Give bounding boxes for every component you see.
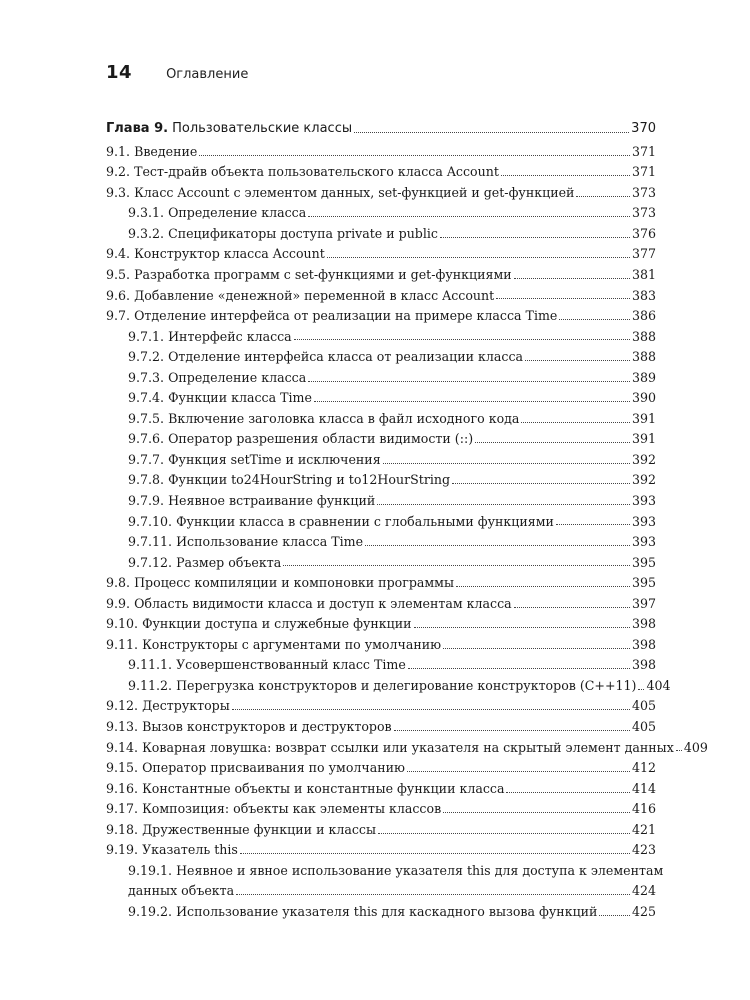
toc-entry-text: Указатель this xyxy=(142,842,238,858)
toc-entry-multiline[interactable] xyxy=(106,860,664,899)
page-header xyxy=(106,62,248,83)
toc-entry-text: Разработка программ с set-функциями и get-функциями xyxy=(134,266,512,282)
toc-entry-text: Функции доступа и служебные функции xyxy=(142,616,412,632)
dot-leader xyxy=(199,155,630,156)
toc-page-number: 395 xyxy=(631,575,656,591)
toc-page-number: 425 xyxy=(631,903,656,919)
page-number: 14 xyxy=(106,62,133,83)
toc-entry-text: Конструкторы с аргументами по умолчанию xyxy=(142,636,442,652)
toc-page-number: 393 xyxy=(631,534,656,550)
toc-entry-label: 9.3. xyxy=(106,184,131,200)
toc-entry[interactable] xyxy=(106,282,656,303)
dot-leader xyxy=(514,278,630,279)
dot-leader xyxy=(556,524,630,525)
toc-entry-label: 9.7.1. xyxy=(128,328,165,344)
toc-entry-label: 9.19.2. xyxy=(128,903,173,919)
dot-leader xyxy=(408,668,630,669)
toc-entry-text: Перегрузка конструкторов и делегирование конструкторов (C++11) xyxy=(176,677,637,693)
toc-entry[interactable] xyxy=(106,241,656,262)
toc-entry-title xyxy=(106,247,325,261)
toc-entry-label: 9.5. xyxy=(106,266,131,282)
toc-entry-text: Спецификаторы доступа private и public xyxy=(168,225,438,241)
toc-entry[interactable] xyxy=(106,261,656,282)
toc-page-number: 370 xyxy=(631,120,656,136)
toc-page-number: 371 xyxy=(631,143,656,159)
dot-leader xyxy=(676,750,682,751)
toc-entry-title xyxy=(106,121,352,136)
toc-page-number: 421 xyxy=(631,821,656,837)
toc-page-number: 404 xyxy=(646,677,671,693)
toc-entry[interactable] xyxy=(106,796,656,817)
toc-entry-text: Интерфейс класса xyxy=(168,328,292,344)
dot-leader xyxy=(365,545,630,546)
toc-entry-title-line2: данных объекта xyxy=(128,883,235,899)
table-of-contents xyxy=(106,113,708,919)
toc-entry-label: 9.18. xyxy=(106,821,139,837)
dot-leader xyxy=(327,257,630,258)
toc-entry-text: Определение класса xyxy=(168,205,307,221)
toc-entry-label: 9.6. xyxy=(106,287,131,303)
toc-entry-title xyxy=(128,432,473,446)
toc-entry-text: Усовершенствованный класс Time xyxy=(176,657,406,673)
toc-page-number: 412 xyxy=(631,760,656,776)
toc-page-number: 398 xyxy=(631,657,656,673)
toc-page-number: 391 xyxy=(631,431,656,447)
toc-entry[interactable] xyxy=(106,220,656,241)
toc-entry-label: 9.7.4. xyxy=(128,390,165,406)
toc-entry-title xyxy=(106,145,197,159)
toc-entry-label: 9.7.9. xyxy=(128,493,165,508)
toc-entry-text: Размер объекта xyxy=(176,554,282,570)
toc-entry-text: Оператор присваивания по умолчанию xyxy=(142,760,406,776)
toc-page-number: 371 xyxy=(631,164,656,180)
toc-entry-text: Оператор разрешения области видимости (::) xyxy=(168,431,474,447)
toc-entry-text: Неявное встраивание функций xyxy=(168,493,376,508)
dot-leader xyxy=(407,771,630,772)
toc-entry-title xyxy=(106,309,557,323)
dot-leader xyxy=(496,298,630,299)
dot-leader xyxy=(514,607,630,608)
toc-entry-label: 9.7.12. xyxy=(128,554,173,570)
dot-leader xyxy=(506,792,629,793)
toc-entry-title xyxy=(128,864,663,878)
toc-entry-label: 9.14. xyxy=(106,739,139,755)
toc-entry[interactable] xyxy=(106,816,656,837)
toc-page-number: 383 xyxy=(631,287,656,303)
toc-entry[interactable] xyxy=(106,754,656,775)
toc-entry[interactable] xyxy=(106,302,656,323)
toc-entry-title xyxy=(106,720,392,734)
toc-entry[interactable] xyxy=(106,611,656,632)
dot-leader xyxy=(521,422,630,423)
toc-entry-text: Тест-драйв объекта пользовательского класса Account xyxy=(134,164,499,180)
toc-entry[interactable] xyxy=(106,138,656,159)
dot-leader xyxy=(377,504,630,505)
dot-leader xyxy=(501,175,630,176)
toc-entry[interactable] xyxy=(106,734,708,755)
toc-entry[interactable] xyxy=(106,713,656,734)
toc-page-number: 381 xyxy=(631,266,656,282)
dot-leader xyxy=(443,648,630,649)
toc-entry[interactable] xyxy=(106,508,656,529)
toc-entry[interactable] xyxy=(106,775,656,796)
toc-entry-label: 9.7.5. xyxy=(128,410,165,426)
toc-page-number: 405 xyxy=(631,719,656,735)
toc-page-number: 398 xyxy=(631,636,656,652)
toc-entry[interactable] xyxy=(106,837,656,858)
toc-entry[interactable] xyxy=(106,385,656,406)
toc-entry-label: 9.17. xyxy=(106,801,139,817)
toc-entry-title xyxy=(106,741,674,755)
toc-entry-label: 9.7.3. xyxy=(128,369,165,385)
dot-leader xyxy=(383,463,630,464)
toc-entry-text: Определение класса xyxy=(168,369,307,385)
toc-entry[interactable] xyxy=(106,364,656,385)
toc-page-number: 392 xyxy=(631,451,656,467)
toc-page-number: 409 xyxy=(683,739,708,755)
toc-chapter-label: Глава 9. xyxy=(106,120,169,136)
toc-entry[interactable] xyxy=(106,343,656,364)
dot-leader xyxy=(236,894,630,895)
toc-entry-title xyxy=(128,679,636,693)
toc-entry[interactable] xyxy=(106,528,656,549)
toc-page-number: 423 xyxy=(631,842,656,858)
toc-entry-title xyxy=(128,206,306,220)
toc-entry[interactable] xyxy=(106,405,656,426)
toc-page-number: 393 xyxy=(631,493,656,508)
toc-page-number: 393 xyxy=(631,513,656,529)
toc-entry-text: Вызов конструкторов и деструкторов xyxy=(142,719,392,735)
toc-page-number: 373 xyxy=(631,184,656,200)
toc-entry-title xyxy=(106,268,512,282)
toc-chapter-title: Пользовательские классы xyxy=(172,120,353,136)
toc-entry-title xyxy=(128,412,519,426)
toc-entry-label: 9.3.1. xyxy=(128,205,165,221)
toc-entry-text: Функции to24HourString и to12HourString xyxy=(168,472,451,488)
toc-entry[interactable] xyxy=(106,549,656,570)
toc-entry-label: 9.2. xyxy=(106,164,131,180)
toc-entry-label: 9.11. xyxy=(106,636,139,652)
toc-entry-title xyxy=(128,227,438,241)
toc-entry[interactable] xyxy=(106,467,656,488)
toc-page-number: 405 xyxy=(631,698,656,714)
dot-leader xyxy=(314,401,630,402)
toc-page-number: 376 xyxy=(631,225,656,241)
toc-page-number: 398 xyxy=(631,616,656,632)
toc-entry-text: Композиция: объекты как элементы классов xyxy=(142,801,442,817)
toc-entry-text: Добавление «денежной» переменной в класс Account xyxy=(134,287,495,303)
toc-chapter-entry[interactable] xyxy=(106,113,656,136)
dot-leader xyxy=(475,442,630,443)
toc-entry[interactable] xyxy=(106,693,656,714)
toc-page-number: 416 xyxy=(631,801,656,817)
toc-entry-label: 9.16. xyxy=(106,780,139,796)
toc-entry-title xyxy=(106,617,412,631)
toc-entry-text: Процесс компиляции и компоновки программы xyxy=(134,575,454,591)
toc-entry-title xyxy=(106,186,574,200)
toc-entry-text: Отделение интерфейса класса от реализации класса xyxy=(168,349,524,365)
toc-entry[interactable] xyxy=(106,446,656,467)
toc-entry-label: 9.10. xyxy=(106,616,139,632)
toc-entry-text: Использование класса Time xyxy=(176,534,364,550)
toc-entry-label: 9.11.2. xyxy=(128,677,173,693)
dot-leader xyxy=(294,339,630,340)
toc-page-number: 377 xyxy=(631,246,656,262)
toc-page-number: 397 xyxy=(631,595,656,611)
toc-entry[interactable] xyxy=(106,590,656,611)
toc-entry-title xyxy=(128,515,554,529)
toc-page-number: 373 xyxy=(631,205,656,221)
dot-leader xyxy=(283,565,630,566)
toc-entry-text: Введение xyxy=(134,143,198,159)
toc-entry-title xyxy=(128,535,363,549)
toc-page-number: 424 xyxy=(631,883,656,899)
toc-entry-title xyxy=(128,905,597,919)
toc-entry-label: 9.12. xyxy=(106,698,139,714)
toc-entry[interactable] xyxy=(106,672,671,693)
toc-entry[interactable] xyxy=(106,426,656,447)
toc-entry-text: Конструктор класса Account xyxy=(134,246,325,262)
toc-entry-label: 9.15. xyxy=(106,760,139,776)
toc-entry-text: Функции класса Time xyxy=(168,390,312,406)
toc-entry-title xyxy=(128,391,312,405)
toc-entry-text: Область видимости класса и доступ к элементам класса xyxy=(134,595,512,611)
toc-entry-label: 9.1. xyxy=(106,143,131,159)
toc-entry[interactable] xyxy=(106,487,656,508)
toc-entry-text: Функции класса в сравнении с глобальными функциями xyxy=(176,513,554,529)
dot-leader xyxy=(354,132,629,133)
toc-entry-title xyxy=(128,494,375,508)
toc-entry-label: 9.8. xyxy=(106,575,131,591)
toc-entry-title xyxy=(106,761,405,775)
dot-leader xyxy=(240,853,630,854)
toc-entry-label: 9.7.7. xyxy=(128,451,165,467)
running-title: Оглавление xyxy=(166,67,249,82)
dot-leader xyxy=(394,730,630,731)
dot-leader xyxy=(638,689,644,690)
toc-page-number: 388 xyxy=(631,328,656,344)
toc-page-number: 388 xyxy=(631,349,656,365)
toc-entry-title-line1: Неявное и явное использование указателя this для доступа к элементам xyxy=(176,863,664,879)
toc-entry-title xyxy=(128,371,306,385)
toc-entry-title xyxy=(106,597,512,611)
toc-entry-label: 9.13. xyxy=(106,719,139,735)
toc-entries xyxy=(106,138,708,858)
dot-leader xyxy=(576,196,630,197)
toc-entry-title xyxy=(128,453,381,467)
toc-page-number: 395 xyxy=(631,554,656,570)
toc-entry-label: 9.7.2. xyxy=(128,349,165,365)
toc-entry[interactable] xyxy=(106,179,656,200)
toc-entry-label: 9.7.11. xyxy=(128,534,173,550)
dot-leader xyxy=(525,360,630,361)
toc-page-number: 392 xyxy=(631,472,656,488)
toc-entry-title xyxy=(128,556,281,570)
toc-entry-label: 9.7.10. xyxy=(128,513,173,529)
toc-entry-title xyxy=(128,658,406,672)
toc-entry[interactable] xyxy=(106,898,656,919)
dot-leader xyxy=(232,709,630,710)
dot-leader xyxy=(559,319,630,320)
dot-leader xyxy=(452,483,630,484)
toc-entry-label: 9.19. xyxy=(106,842,139,858)
toc-entry-label: 9.7.8. xyxy=(128,472,165,488)
toc-entry-label: 9.9. xyxy=(106,595,131,611)
dot-leader xyxy=(414,627,630,628)
toc-entry-text: Класс Account с элементом данных, set-функцией и get-функцией xyxy=(134,184,575,200)
toc-page-number: 390 xyxy=(631,390,656,406)
toc-entry-title xyxy=(128,330,292,344)
toc-entry-title xyxy=(128,350,523,364)
toc-entry-title xyxy=(128,473,450,487)
toc-entry-label: 9.11.1. xyxy=(128,657,173,673)
toc-entry-label: 9.7. xyxy=(106,308,131,324)
toc-entry-text: Функция setTime и исключения xyxy=(168,451,381,467)
toc-entry-text: Включение заголовка класса в файл исходного кода xyxy=(168,410,520,426)
toc-entry-text: Использование указателя this для каскадного вызова функций xyxy=(176,903,598,919)
dot-leader xyxy=(456,586,630,587)
toc-entry-title xyxy=(106,782,504,796)
toc-page-number: 414 xyxy=(631,780,656,796)
toc-entry[interactable] xyxy=(106,200,656,221)
toc-entry-title xyxy=(106,823,376,837)
toc-entry-title xyxy=(106,165,499,179)
toc-entry-title xyxy=(106,289,494,303)
toc-entry-text: Константные объекты и константные функции класса xyxy=(142,780,505,796)
dot-leader xyxy=(599,915,630,916)
toc-entry-text: Дружественные функции и классы xyxy=(142,821,376,837)
dot-leader xyxy=(440,237,630,238)
toc-entry-label: 9.7.6. xyxy=(128,431,165,447)
toc-entry-title xyxy=(106,576,454,590)
dot-leader xyxy=(308,381,630,382)
dot-leader xyxy=(443,812,630,813)
toc-entry-text: Отделение интерфейса от реализации на примере класса Time xyxy=(134,308,558,324)
toc-entry-label: 9.19.1. xyxy=(128,863,173,879)
toc-entry-title xyxy=(106,699,230,713)
toc-entry[interactable] xyxy=(106,631,656,652)
toc-entry-title xyxy=(106,638,441,652)
toc-entry-text: Деструкторы xyxy=(142,698,230,714)
toc-entry-label: 9.4. xyxy=(106,246,131,262)
toc-entry[interactable] xyxy=(106,323,656,344)
toc-page-number: 391 xyxy=(631,410,656,426)
dot-leader xyxy=(308,216,630,217)
toc-page-number: 389 xyxy=(631,369,656,385)
toc-entry[interactable] xyxy=(106,652,656,673)
toc-entry-text: Коварная ловушка: возврат ссылки или указателя на скрытый элемент данных xyxy=(142,739,674,755)
toc-entry-title xyxy=(106,843,238,857)
toc-entry-label: 9.3.2. xyxy=(128,225,165,241)
toc-entry[interactable] xyxy=(106,159,656,180)
toc-page-number: 386 xyxy=(631,308,656,324)
dot-leader xyxy=(378,833,630,834)
toc-entry-title xyxy=(106,802,441,816)
toc-entry[interactable] xyxy=(106,569,656,590)
